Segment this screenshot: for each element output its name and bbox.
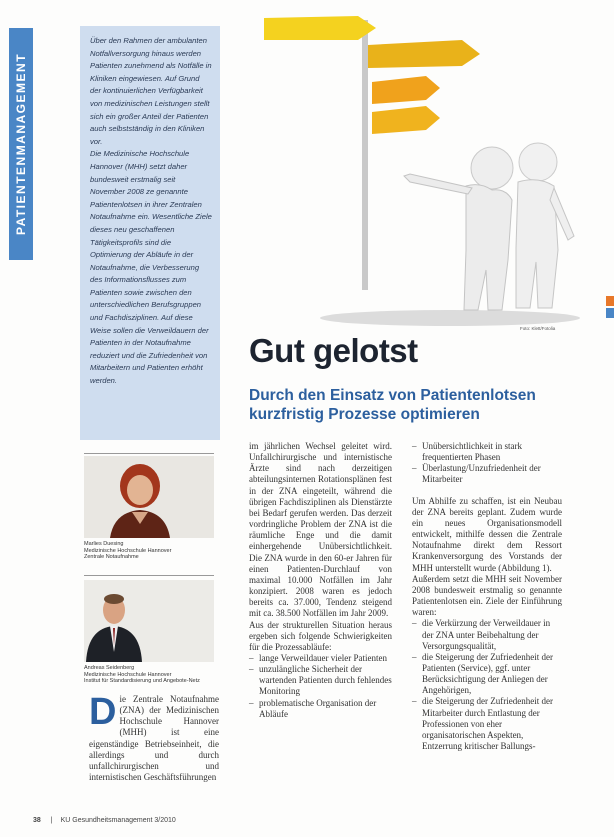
intro-paragraph-1: Über den Rahmen der ambulanten Notfallversorgung hinaus werden Patienten zunehmend als Notfälle in Kliniken eingewiesen. Auf Grund der kontinuierlichen Verfügbarkeit von medizinischen Leistungen stellt sich ein großer Anteil der Patienten auch selbstständig in den Kliniken vor.: [90, 36, 212, 146]
divider: [84, 575, 214, 576]
col3-paragraph: Um Abhilfe zu schaffen, ist ein Neubau der ZNA bereits geplant. Zudem wurde ein neues Organisationsmodell entwickelt, mithilfe dessen die Zentrale Notaufnahme direkt dem Ressort Krankenversorgung des Vorstands der MHH unterstellt wurde (Abbildung 1).: [412, 495, 562, 573]
intro-paragraph-2: Die Medizinische Hochschule Hannover (MHH) setzt daher bundesweit erstmalig seit November 2008 ze genannte Patientenlotsen in ihrer Zentralen Notaufnahme ein. Wesentliche Ziele dieses neu geschaffenen Tätigkeitsprofils sind die Optimierung der Abläufe in der Notaufnahme, die Verbesserung des Informationsflusses zum Patienten sowie zwischen den unterschiedlichen Berufsgruppen und Fachdisziplinen. Auf diese Weise sollen die Verweildauern der Patienten in der Notaufnahme reduziert und die Zufriedenheit von Mitarbeitern und Patienten erhöht werden.: [90, 149, 212, 386]
edge-tab-orange: [606, 296, 614, 306]
col3-list: [412, 618, 562, 752]
woman-portrait-image: [84, 456, 214, 538]
page-edge-tabs: [606, 296, 614, 320]
list-item: – unzulängliche Sicherheit der wartenden Patienten durch fehlendes Monitoring: [249, 664, 392, 697]
col2-paragraph: im jährlichen Wechsel geleitet wird. Unfallchirurgische und internistische Ärzte sind nach derzeitigen abteilungsinternen Rotationsplänen fest in der ZNA eingeteilt, während die übrigen Fachdisziplinen als Dienstärzte bei Bedarf gerufen werden. Das derzeit vordringliche Problem der ZNA ist die räumliche Enge und die damit einhergehende Unübersichtlichkeit. Die ZNA wurde in den 60-er Jahren für einen Patienten-Durchlauf von maximal 10.000 Notfällen im Jahr konzipiert. 2008 waren es jedoch bereits ca. 37.000, Tendenz steigend mit ca. 38.500 Notfällen im Jahr 2009.: [249, 441, 392, 619]
col2-list: [249, 653, 392, 720]
footer-separator: |: [50, 817, 53, 824]
author-2-name: Andreas Seidenberg: [84, 665, 135, 671]
list-item: – die Steigerung der Zufriedenheit der Patienten (Service), ggf. unter Berücksichtigung der Anliegen der Angehörigen,: [412, 652, 562, 697]
section-bar: [9, 28, 33, 260]
author-1-photo: [84, 456, 214, 538]
intro-text: [90, 35, 212, 388]
list-item: – lange Verweildauer vieler Patienten: [249, 653, 392, 664]
section-label: PATIENTENMANAGEMENT: [14, 52, 28, 236]
article-title: Gut gelotst: [249, 332, 418, 369]
list-item: – Unübersichtlichkeit in stark frequentierten Phasen: [412, 441, 562, 463]
man-portrait-image: [84, 580, 214, 662]
body-column-3: [412, 441, 562, 752]
page-footer: [33, 817, 176, 824]
author-1-affiliation: Medizinische Hochschule Hannover: [84, 547, 172, 554]
col3-list-top: [412, 441, 562, 486]
author-2: [84, 580, 214, 685]
author-2-caption: [84, 665, 214, 685]
col3-paragraph-2: Außerdem setzt die MHH seit November 2008 bundesweit erstmalig so genannte Patientenlotsen ein. Ziele der Einführung waren:: [412, 573, 562, 618]
photo-credit: Foto: Klett/Fotolia: [520, 326, 556, 331]
list-item: – Überlastung/Unzufriedenheit der Mitarbeiter: [412, 463, 562, 485]
body-column-1: [89, 691, 219, 783]
list-item: – die Steigerung der Zufriedenheit der Mitarbeiter durch Entlastung der Professionen von eher organisatorischen Aspekten, Entzerrung kritischer Ballungs-: [412, 696, 562, 752]
divider: [84, 453, 214, 454]
author-1-caption: [84, 541, 214, 561]
signpost-figures-illustration: [240, 0, 610, 330]
author-2-photo: [84, 580, 214, 662]
author-2-affiliation: Medizinische Hochschule Hannover: [84, 671, 172, 678]
journal-name: KU Gesundheitsmanagement 3/2010: [60, 817, 176, 824]
edge-tab-blue: [606, 308, 614, 318]
page-number: 38: [33, 817, 41, 824]
body-column-2: [249, 441, 392, 720]
drop-cap: D: [89, 691, 117, 733]
author-1-department: Zentrale Notaufnahme: [84, 554, 139, 561]
author-2-department: Institut für Standardisierung und Angebote-Netz: [84, 678, 200, 685]
col1-text: ie Zentrale Notaufnahme (ZNA) der Medizinischen Hochschule Hannover (MHH) ist eine eigenständige Betriebseinheit, die allerdings und durch unfallchirurgischen und internistischen Geschäftsführungen: [89, 694, 219, 783]
list-item: – die Verkürzung der Verweildauer in der ZNA unter Beibehaltung der Versorgungsqualität,: [412, 618, 562, 651]
list-item: – problematische Organisation der Abläufe: [249, 698, 392, 720]
article-subtitle: Durch den Einsatz von Patientenlotsen kurzfristig Prozesse optimieren: [249, 387, 536, 423]
col2-paragraph-2: Aus der strukturellen Situation heraus ergeben sich folgende Schwierigkeiten für die Prozessabläufe:: [249, 619, 392, 652]
author-1: [84, 456, 214, 561]
author-1-name: Marlies Duesing: [84, 541, 124, 547]
